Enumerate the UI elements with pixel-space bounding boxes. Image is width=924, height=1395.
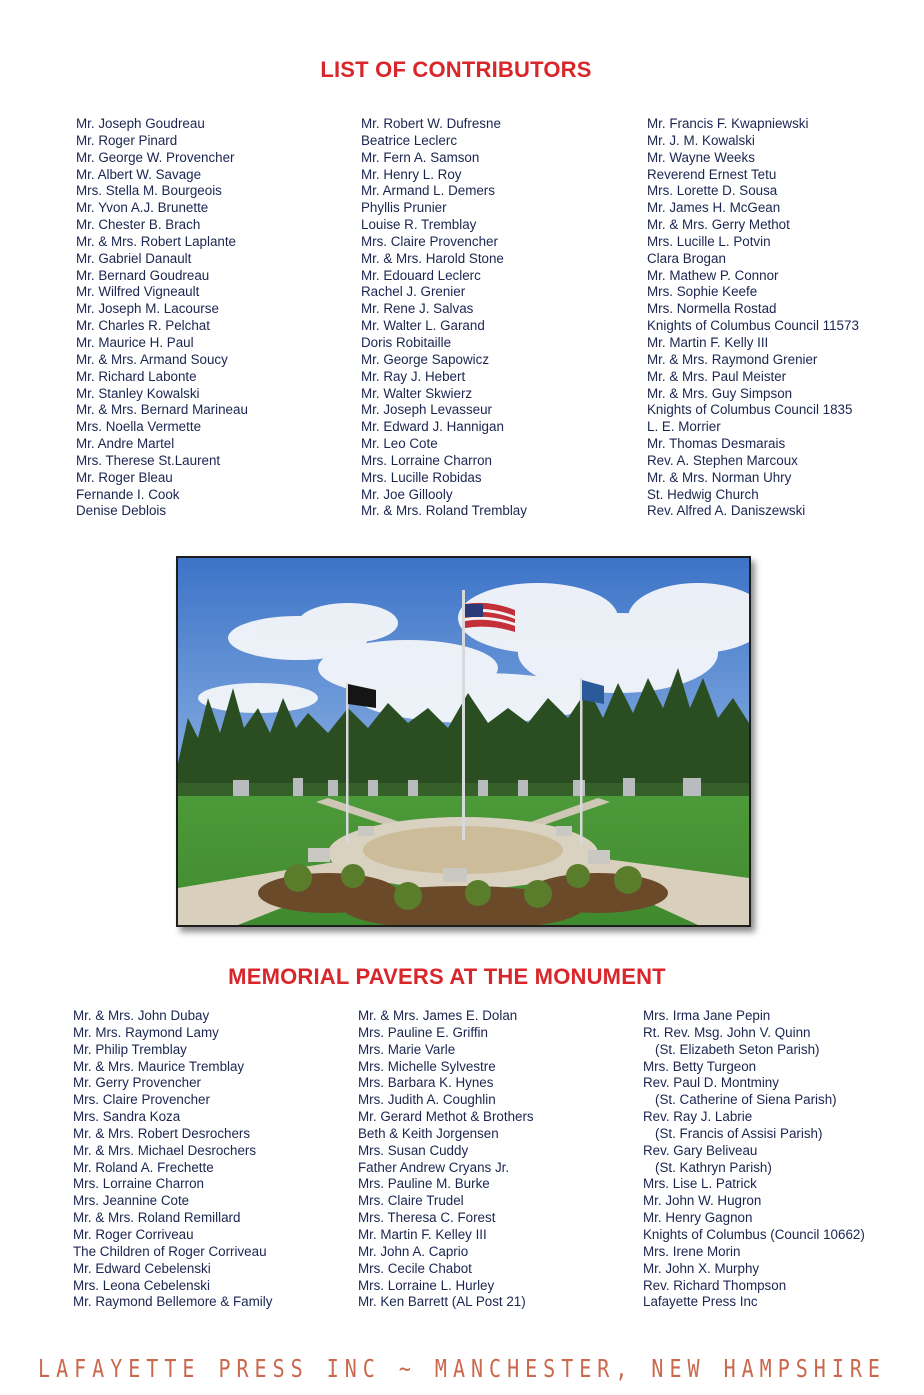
name-entry: Mr. & Mrs. Robert Desrochers <box>73 1125 251 1141</box>
name-entry: Mr. Ray J. Hebert <box>361 368 466 384</box>
name-entry: Mr. George Sapowicz <box>361 351 490 367</box>
name-entry: Mr. & Mrs. Roland Tremblay <box>361 503 527 519</box>
name-entry: Mr. Philip Tremblay <box>73 1041 187 1057</box>
publisher-footer: LAFAYETTE PRESS INC ~ MANCHESTER, NEW HAMPSHIRE <box>38 1353 886 1383</box>
name-entry: Mr. Robert W. Dufresne <box>361 116 501 131</box>
name-entry: Mrs. Pauline M. Burke <box>358 1176 490 1192</box>
contributors-column-3 <box>647 116 859 520</box>
name-entry: Mr. Rene J. Salvas <box>361 301 474 317</box>
name-entry: Knights of Columbus Council 1835 <box>647 402 853 418</box>
name-entry: Mr. Francis F. Kwapniewski <box>647 116 809 131</box>
name-entry: Mr. & Mrs. Raymond Grenier <box>647 351 818 367</box>
name-entry: Mr. & Mrs. Roland Remillard <box>73 1210 241 1226</box>
name-entry: Mrs. Susan Cuddy <box>358 1142 469 1158</box>
name-entry: Mrs. Pauline E. Griffin <box>358 1024 488 1040</box>
pavers-column-2 <box>358 1008 534 1311</box>
name-entry: Mrs. Noella Vermette <box>76 419 202 435</box>
name-entry: Mr. Stanley Kowalski <box>76 385 200 401</box>
name-entry: Mrs. Sandra Koza <box>73 1109 181 1125</box>
pavers-column-3 <box>643 1008 865 1311</box>
name-entry: Mr. Henry L. Roy <box>361 166 462 182</box>
name-entry: Mrs. Lucille L. Potvin <box>647 233 771 249</box>
name-entry: Mr. Gerard Methot & Brothers <box>358 1109 534 1125</box>
name-entry: (St. Francis of Assisi Parish) <box>655 1125 823 1141</box>
name-entry: Mrs. Lorraine Charron <box>73 1176 204 1192</box>
name-entry: Mr. Martin F. Kelley III <box>358 1226 487 1242</box>
name-entry: Reverend Ernest Tetu <box>647 166 777 182</box>
name-entry: Mr. Joseph Levasseur <box>361 402 492 418</box>
name-entry: Mr. Edward J. Hannigan <box>361 419 504 435</box>
name-entry: Mr. Roland A. Frechette <box>73 1159 214 1175</box>
name-entry: Mr. Leo Cote <box>361 436 438 452</box>
name-entry: Mrs. Lorette D. Sousa <box>647 183 778 199</box>
name-entry: Mrs. Lise L. Patrick <box>643 1176 757 1192</box>
name-entry: Mr. Walter Skwierz <box>361 385 473 401</box>
name-entry: Rev. Paul D. Montminy <box>643 1075 779 1091</box>
name-entry: Mr. Albert W. Savage <box>76 166 202 182</box>
name-entry: Mrs. Sophie Keefe <box>647 284 758 300</box>
name-entry: Mrs. Claire Trudel <box>358 1193 464 1209</box>
name-entry: Mr. Edward Cebelenski <box>73 1260 211 1276</box>
name-entry: Rt. Rev. Msg. John V. Quinn <box>643 1024 811 1040</box>
name-entry: Mr. Maurice H. Paul <box>76 334 194 350</box>
name-entry: (St. Kathryn Parish) <box>655 1159 772 1175</box>
name-entry: Rev. Ray J. Labrie <box>643 1109 753 1125</box>
name-entry: Mrs. Therese St.Laurent <box>76 452 221 468</box>
name-entry: Mr. & Mrs. Armand Soucy <box>76 351 228 367</box>
name-entry: Mr. James H. McGean <box>647 200 781 216</box>
name-entry: Mrs. Lorraine L. Hurley <box>358 1277 495 1293</box>
name-entry: Clara Brogan <box>647 250 726 266</box>
name-entry: Mr. & Mrs. Bernard Marineau <box>76 402 248 418</box>
name-entry: Mr. Roger Corriveau <box>73 1226 194 1242</box>
name-entry: Mr. Andre Martel <box>76 436 175 452</box>
name-entry: Mrs. Irene Morin <box>643 1243 741 1259</box>
name-entry: Lafayette Press Inc <box>643 1294 758 1310</box>
name-entry: Mr. Wilfred Vigneault <box>76 284 200 300</box>
name-entry: Mr. Walter L. Garand <box>361 318 485 334</box>
name-entry: Rev. Alfred A. Daniszewski <box>647 503 806 519</box>
name-entry: Mr. Raymond Bellemore & Family <box>73 1294 273 1310</box>
pavers-heading: MEMORIAL PAVERS AT THE MONUMENT <box>228 964 666 989</box>
name-entry: Mr. & Mrs. Guy Simpson <box>647 385 793 401</box>
name-entry: Mrs. Michelle Sylvestre <box>358 1058 496 1074</box>
name-entry: Rev. Gary Beliveau <box>643 1142 758 1158</box>
name-entry: Mrs. Irma Jane Pepin <box>643 1008 771 1023</box>
monument-photo-illustration <box>178 558 749 925</box>
name-entry: Mr. & Mrs. Gerry Methot <box>647 217 790 233</box>
name-entry: (St. Elizabeth Seton Parish) <box>655 1041 820 1057</box>
pavers-column-1 <box>73 1008 272 1311</box>
name-entry: Louise R. Tremblay <box>361 217 477 233</box>
name-entry: Mrs. Lorraine Charron <box>361 452 492 468</box>
name-entry: Mrs. Normella Rostad <box>647 301 777 317</box>
name-entry: Mr. & Mrs. James E. Dolan <box>358 1008 518 1023</box>
name-entry: Denise Deblois <box>76 503 167 519</box>
name-entry: Father Andrew Cryans Jr. <box>358 1159 510 1175</box>
name-entry: Knights of Columbus (Council 10662) <box>643 1226 865 1242</box>
name-entry: Mrs. Barbara K. Hynes <box>358 1075 494 1091</box>
name-entry: (St. Catherine of Siena Parish) <box>655 1092 837 1108</box>
name-entry: Beth & Keith Jorgensen <box>358 1125 499 1141</box>
name-entry: Mrs. Claire Provencher <box>361 233 498 249</box>
name-entry: Mr. Chester B. Brach <box>76 217 201 233</box>
name-entry: Mr. Joseph Goudreau <box>76 116 205 131</box>
name-entry: Rev. A. Stephen Marcoux <box>647 452 798 468</box>
name-entry: Mrs. Judith A. Coughlin <box>358 1092 496 1108</box>
name-entry: Mr. & Mrs. Michael Desrochers <box>73 1142 257 1158</box>
name-entry: Mrs. Claire Provencher <box>73 1092 210 1108</box>
name-entry: The Children of Roger Corriveau <box>73 1243 267 1259</box>
name-entry: Mr. Roger Pinard <box>76 132 178 148</box>
name-entry: Mr. Armand L. Demers <box>361 183 495 199</box>
name-entry: Mr. Mathew P. Connor <box>647 267 779 283</box>
name-entry: Mr. Gabriel Danault <box>76 250 192 266</box>
name-entry: Mr. Wayne Weeks <box>647 149 755 165</box>
name-entry: Mrs. Leona Cebelenski <box>73 1277 210 1293</box>
name-entry: Mr. Joe Gillooly <box>361 486 453 502</box>
name-entry: Phyllis Prunier <box>361 200 447 216</box>
name-entry: Mr. & Mrs. Norman Uhry <box>647 469 792 485</box>
name-entry: Mr. Fern A. Samson <box>361 149 480 165</box>
contributors-column-1 <box>76 116 248 520</box>
name-entry: Mr. Ken Barrett (AL Post 21) <box>358 1294 526 1310</box>
name-entry: St. Hedwig Church <box>647 486 759 502</box>
name-entry: Mr. J. M. Kowalski <box>647 132 755 148</box>
name-entry: Mrs. Lucille Robidas <box>361 469 482 485</box>
name-entry: Knights of Columbus Council 11573 <box>647 318 859 334</box>
name-entry: Mrs. Betty Turgeon <box>643 1058 757 1074</box>
name-entry: Mr. Yvon A.J. Brunette <box>76 200 209 216</box>
name-entry: Mr. & Mrs. Maurice Tremblay <box>73 1058 245 1074</box>
name-entry: Mr. & Mrs. John Dubay <box>73 1008 210 1023</box>
name-entry: Mr. Roger Bleau <box>76 469 173 485</box>
contributors-column-2 <box>361 116 527 520</box>
name-entry: Mr. Henry Gagnon <box>643 1210 753 1226</box>
monument-photo <box>176 556 751 927</box>
name-entry: Mrs. Marie Varle <box>358 1041 456 1057</box>
name-entry: Mr. Bernard Goudreau <box>76 267 210 283</box>
name-entry: Mrs. Jeannine Cote <box>73 1193 190 1209</box>
name-entry: Doris Robitaille <box>361 334 452 350</box>
name-entry: Mr. Edouard Leclerc <box>361 267 481 283</box>
name-entry: Mr. John A. Caprio <box>358 1243 469 1259</box>
name-entry: Mr. Joseph M. Lacourse <box>76 301 219 317</box>
name-entry: Mr. George W. Provencher <box>76 149 235 165</box>
name-entry: Mr. John W. Hugron <box>643 1193 762 1209</box>
name-entry: Mr. John X. Murphy <box>643 1260 760 1276</box>
name-entry: L. E. Morrier <box>647 419 721 435</box>
name-entry: Mr. Thomas Desmarais <box>647 436 786 452</box>
name-entry: Fernande I. Cook <box>76 486 180 502</box>
name-entry: Mr. Mrs. Raymond Lamy <box>73 1024 219 1040</box>
name-entry: Mr. Gerry Provencher <box>73 1075 201 1091</box>
name-entry: Mrs. Stella M. Bourgeois <box>76 183 222 199</box>
name-entry: Mr. Martin F. Kelly III <box>647 334 769 350</box>
name-entry: Beatrice Leclerc <box>361 132 458 148</box>
name-entry: Mrs. Cecile Chabot <box>358 1260 472 1276</box>
name-entry: Mr. & Mrs. Robert Laplante <box>76 233 237 249</box>
name-entry: Mr. & Mrs. Paul Meister <box>647 368 787 384</box>
name-entry: Mr. & Mrs. Harold Stone <box>361 250 504 266</box>
name-entry: Mr. Richard Labonte <box>76 368 197 384</box>
contributors-heading: LIST OF CONTRIBUTORS <box>320 57 592 82</box>
name-entry: Mrs. Theresa C. Forest <box>358 1210 496 1226</box>
name-entry: Rev. Richard Thompson <box>643 1277 787 1293</box>
name-entry: Mr. Charles R. Pelchat <box>76 318 210 334</box>
name-entry: Rachel J. Grenier <box>361 284 466 300</box>
